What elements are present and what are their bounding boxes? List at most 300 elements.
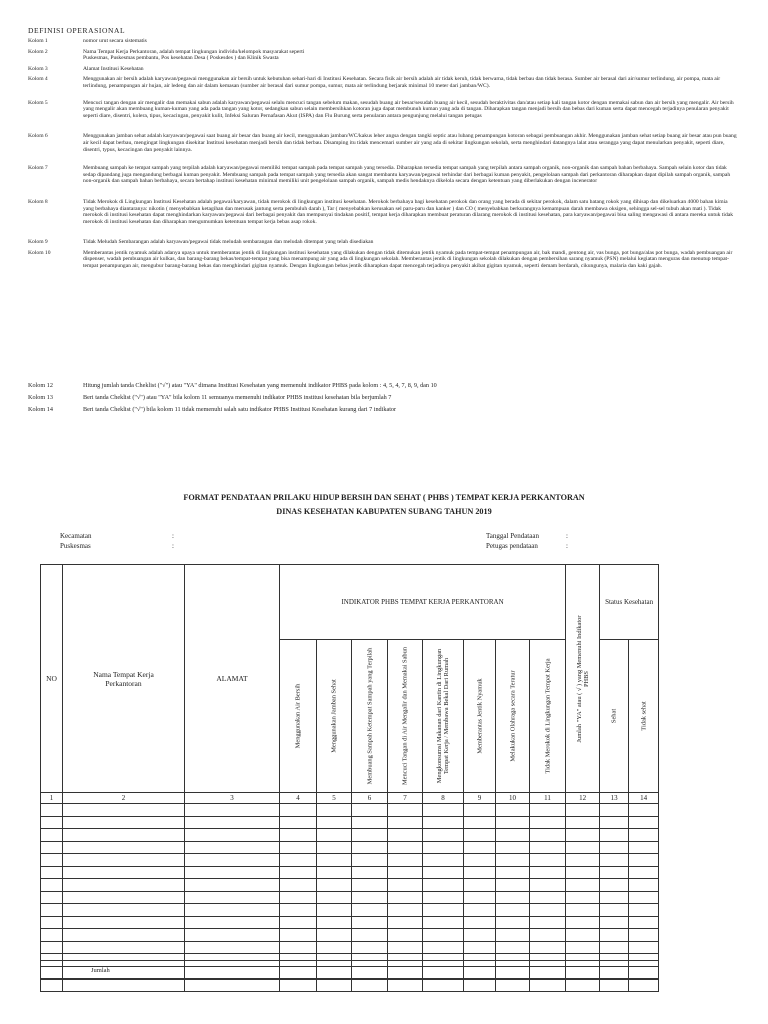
table-cell[interactable]	[280, 866, 317, 879]
definition-row	[28, 165, 738, 185]
table-cell[interactable]	[464, 829, 496, 842]
table-cell[interactable]	[464, 929, 496, 942]
table-cell[interactable]	[352, 841, 388, 854]
definition-text: Alamat Institusi Kesehatan	[83, 65, 144, 72]
table-cell[interactable]	[423, 866, 464, 879]
definition-key: Kolom 4	[28, 76, 48, 83]
table-cell[interactable]	[423, 841, 464, 854]
table-cell[interactable]	[423, 879, 464, 892]
table-cell[interactable]	[63, 941, 185, 954]
table-cell[interactable]	[317, 916, 352, 929]
table-cell[interactable]	[280, 979, 317, 992]
table-cell[interactable]	[280, 904, 317, 917]
table-cell[interactable]	[388, 904, 423, 917]
header-indikator: INDIKATOR PHBS TEMPAT KERJA PERKANTORAN	[280, 565, 566, 640]
table-cell[interactable]	[600, 941, 629, 954]
instruction-key: Kolom 14	[28, 406, 53, 413]
definition-key: Kolom 9	[28, 239, 48, 246]
table-cell[interactable]	[41, 879, 63, 892]
table-cell[interactable]	[63, 891, 185, 904]
definition-row	[28, 133, 738, 153]
sum-row	[41, 961, 659, 980]
definition-row	[28, 76, 738, 89]
sum-cell[interactable]	[566, 961, 600, 980]
table-cell[interactable]	[41, 904, 63, 917]
table-cell[interactable]	[317, 829, 352, 842]
table-cell[interactable]	[600, 854, 629, 867]
header-status: Status Kesehatan	[600, 565, 659, 640]
definitions-title: DEFINISI OPERASIONAL	[28, 26, 126, 35]
table-cell[interactable]	[388, 879, 423, 892]
definition-key: Kolom 5	[28, 99, 48, 106]
table-cell[interactable]	[41, 854, 63, 867]
table-cell[interactable]	[317, 904, 352, 917]
table-cell[interactable]	[566, 854, 600, 867]
column-number: 3	[185, 793, 280, 804]
table-cell[interactable]	[530, 929, 566, 942]
definition-row	[28, 199, 738, 225]
table-cell[interactable]	[566, 879, 600, 892]
indicator-col-header	[464, 640, 496, 793]
definition-text: Menggunakan air bersih adalah karyawan/pegawai menggunakan air bersih untuk kebutuhan sehari-hari di Institusi Kesehatan. Secara fisik air bersih adalah air tidak keruh, tidak berwarna, tidak berbau dan tidak berasa. Sumber air berasal dari air/sumur terlindung, air pompa, mata air terlindung, penampungan air hujan, air ledeng dan air dalam kemasan (sumber air berasal dari sumur pompa, sumur, mata air terlindung berjarak minimal 10 meter dari jamban/WC).	[83, 76, 721, 89]
table-cell[interactable]	[629, 866, 659, 879]
petugas-label: Petugas pendataan	[486, 542, 538, 550]
indicator-col-text: Membuang Sampah Ketempat Sampah yang Terpilah	[366, 647, 373, 785]
instruction-key: Kolom 12	[28, 382, 53, 389]
table-cell[interactable]	[464, 866, 496, 879]
table-row	[41, 929, 659, 942]
table-cell[interactable]	[464, 879, 496, 892]
definition-row	[28, 66, 738, 73]
table-cell[interactable]	[530, 879, 566, 892]
table-row	[41, 841, 659, 854]
table-cell[interactable]	[41, 941, 63, 954]
table-cell[interactable]	[629, 979, 659, 992]
form-title-line2: DINAS KESEHATAN KABUPATEN SUBANG TAHUN 2019	[276, 507, 492, 516]
table-cell[interactable]	[464, 904, 496, 917]
table-cell[interactable]	[41, 866, 63, 879]
table-cell[interactable]	[464, 941, 496, 954]
definition-key: Kolom 3	[28, 65, 48, 72]
header-jumlah-text: Jumlah "YA" atau ( √ ) yang Memenuhi Indikator PHBS	[575, 615, 590, 742]
table-cell[interactable]	[464, 804, 496, 817]
table-cell[interactable]	[185, 879, 280, 892]
sum-cell[interactable]	[629, 961, 659, 980]
definition-key: Kolom 8	[28, 198, 48, 205]
table-cell[interactable]	[566, 841, 600, 854]
table-cell[interactable]	[629, 804, 659, 817]
definition-row	[28, 239, 738, 246]
table-cell[interactable]	[41, 829, 63, 842]
table-cell[interactable]	[63, 829, 185, 842]
table-row	[41, 866, 659, 879]
puskesmas-colon: :	[172, 542, 174, 550]
table-cell[interactable]	[388, 929, 423, 942]
table-cell[interactable]	[566, 929, 600, 942]
table-cell[interactable]	[63, 879, 185, 892]
table-cell[interactable]	[629, 841, 659, 854]
sum-cell[interactable]	[185, 961, 280, 980]
indicator-col-text: Mencuci Tangan di Air Mengalir dan Memakai Sabun	[401, 646, 409, 786]
sum-cell[interactable]	[530, 961, 566, 980]
table-cell[interactable]	[352, 854, 388, 867]
table-cell[interactable]	[41, 916, 63, 929]
table-cell[interactable]	[423, 979, 464, 992]
table-cell[interactable]	[63, 866, 185, 879]
table-cell[interactable]	[496, 916, 530, 929]
table-cell[interactable]	[600, 841, 629, 854]
table-cell[interactable]	[600, 891, 629, 904]
table-cell[interactable]	[63, 979, 185, 992]
definition-key: Kolom 6	[28, 133, 48, 140]
table-cell[interactable]	[185, 916, 280, 929]
table-cell[interactable]	[352, 929, 388, 942]
status-col-text: Sehat	[610, 708, 618, 724]
definition-key: Kolom 7	[28, 165, 48, 172]
table-cell[interactable]	[496, 879, 530, 892]
column-number: 4	[280, 793, 317, 804]
table-cell[interactable]	[352, 829, 388, 842]
table-row	[41, 829, 659, 842]
table-cell[interactable]	[352, 941, 388, 954]
indicator-col-text: Menggunakan Air Bersih	[294, 683, 302, 749]
table-cell[interactable]	[352, 804, 388, 817]
table-cell[interactable]	[41, 891, 63, 904]
table-cell[interactable]	[496, 979, 530, 992]
indicator-col-header	[530, 640, 566, 793]
form-title-line1: FORMAT PENDATAAN PRILAKU HIDUP BERSIH DAN SEHAT ( PHBS ) TEMPAT KERJA PERKANTORAN	[183, 493, 585, 502]
status-col-text: Tidak sehat	[640, 701, 648, 731]
table-cell[interactable]	[464, 841, 496, 854]
table-cell[interactable]	[464, 979, 496, 992]
table-cell[interactable]	[600, 804, 629, 817]
table-cell[interactable]	[423, 916, 464, 929]
table-cell[interactable]	[317, 804, 352, 817]
column-number-row	[41, 793, 659, 804]
table-cell[interactable]	[600, 866, 629, 879]
definition-text: Membuang sampah ke tempat sampah yang terpilah adalah karyawan/pegawai memiliki tempat sampah pada tempat sampah yang tersedia. Diharapkan tersedia tempat sampah yang terpilah antara sampah organik, non-organik dan sampah bahan berbahaya. Sampah selain kotor dan tidak sedap dipandang juga mengandung berbagai kuman penyakit. Membuang sampah pada tempat sampah yang tersedia akan sangat membantu karyawan/pegawai terhindar dari berbagai kuman penyakit, pengelolaan sampah dari perkantoran diharapkan dapat dipilah sampah organik, sampah non-organik dan sampah bahan berbahaya, secara bertahap institusi kesehatan minimal memiliki unit pengelolaan sampah organik, sampah medis hendaknya dikelola secara dengan ketentuan yang diberlakukan dengan incenerator	[83, 165, 731, 185]
tanggal-colon: :	[566, 532, 568, 540]
table-cell[interactable]	[464, 854, 496, 867]
table-cell[interactable]	[63, 804, 185, 817]
definition-key: Kolom 2	[28, 48, 48, 55]
table-cell[interactable]	[352, 866, 388, 879]
table-cell[interactable]	[352, 879, 388, 892]
table-row	[41, 891, 659, 904]
table-cell[interactable]	[388, 816, 423, 829]
table-cell[interactable]	[530, 979, 566, 992]
table-cell[interactable]	[423, 854, 464, 867]
table-cell[interactable]	[600, 816, 629, 829]
sum-cell[interactable]	[600, 961, 629, 980]
sum-label: Jumlah	[41, 961, 185, 980]
table-cell[interactable]	[185, 891, 280, 904]
column-number: 5	[317, 793, 352, 804]
table-cell[interactable]	[388, 804, 423, 817]
table-cell[interactable]	[629, 916, 659, 929]
table-cell[interactable]	[530, 916, 566, 929]
column-number: 10	[496, 793, 530, 804]
table-cell[interactable]	[63, 816, 185, 829]
column-number: 11	[530, 793, 566, 804]
definition-text: Tidak Meludah Sembarangan adalah karyawan/pegawai tidak meludah sembarangan dan meludah ditempat yang telah disediakan	[83, 239, 374, 246]
table-cell[interactable]	[600, 916, 629, 929]
table-row	[41, 916, 659, 929]
table-cell[interactable]	[423, 804, 464, 817]
table-cell[interactable]	[317, 841, 352, 854]
phbs-table	[40, 564, 659, 992]
table-cell[interactable]	[41, 816, 63, 829]
table-cell[interactable]	[317, 979, 352, 992]
status-col-header	[600, 640, 629, 793]
table-cell[interactable]	[352, 916, 388, 929]
column-number: 14	[629, 793, 659, 804]
instruction-row	[28, 392, 738, 404]
table-cell[interactable]	[280, 804, 317, 817]
table-cell[interactable]	[566, 866, 600, 879]
table-cell[interactable]	[496, 816, 530, 829]
table-cell[interactable]	[629, 879, 659, 892]
table-cell[interactable]	[185, 979, 280, 992]
table-cell[interactable]	[41, 841, 63, 854]
table-cell[interactable]	[530, 804, 566, 817]
table-cell[interactable]	[530, 854, 566, 867]
column-number: 2	[63, 793, 185, 804]
table-cell[interactable]	[629, 929, 659, 942]
table-cell[interactable]	[280, 829, 317, 842]
sum-cell[interactable]	[496, 961, 530, 980]
table-cell[interactable]	[388, 841, 423, 854]
table-cell[interactable]	[317, 854, 352, 867]
indicator-col-text: Melakukan Olahraga secara Teratur	[509, 670, 516, 762]
table-cell[interactable]	[280, 854, 317, 867]
sum-cell[interactable]	[464, 961, 496, 980]
table-cell[interactable]	[629, 829, 659, 842]
indicator-col-header	[496, 640, 530, 793]
indicator-col-header	[388, 640, 423, 793]
table-cell[interactable]	[496, 891, 530, 904]
table-cell[interactable]	[317, 891, 352, 904]
table-row	[41, 941, 659, 954]
table-cell[interactable]	[317, 879, 352, 892]
table-cell[interactable]	[388, 891, 423, 904]
table-cell[interactable]	[600, 979, 629, 992]
indicator-col-text: Menggunakan Jamban Sehat	[330, 679, 338, 753]
indicator-col-header	[280, 640, 317, 793]
sum-cell[interactable]	[423, 961, 464, 980]
table-cell[interactable]	[496, 804, 530, 817]
table-cell[interactable]	[566, 916, 600, 929]
indicator-col-text: Mengkonsumsi Makanan dari Kantin di Lingkungan Tempat Kerja / Membawa Bekal Dari Rumah	[436, 648, 450, 784]
table-cell[interactable]	[530, 904, 566, 917]
instruction-text: Beri tanda Cheklist ("√") atau "YA" bila kolom 11 semuanya memenuhi indikator PHBS institusi kesehatan bila berjumlah 7	[83, 394, 392, 401]
sum-cell[interactable]	[352, 961, 388, 980]
definitions-section	[28, 26, 738, 270]
table-cell[interactable]	[496, 929, 530, 942]
table-cell[interactable]	[496, 904, 530, 917]
table-cell[interactable]	[41, 929, 63, 942]
sum-table	[40, 960, 659, 980]
table-row	[41, 904, 659, 917]
definition-text: Menggunakan jamban sehat adalah karyawan/pegawai saat buang air besar dan buang air kecil, menggunakan jamban/WC/kakus leher angsa dengan tangki septic atau lubang penampungan kotoran sebagai pembuangan akhir. Menggunakan jamban sehat setiap buang air besar atau pun buang air kecil dapat berbau, mengingat lingkungan disekitar Institusi kesehatan menjadi bersih dan tidak berbau. Disamping itu tidak mencemari sumber air yang ada di sekitar lingkungan sekolah, serta menghindari datangnya lalat atau serangga yang dapat menularkan penyakit, seperti diare, disentri, typus, kecacingan dan penyakit lainnya.	[83, 133, 737, 153]
indicator-col-header	[317, 640, 352, 793]
table-cell[interactable]	[629, 904, 659, 917]
definition-row	[28, 38, 738, 45]
table-cell[interactable]	[185, 804, 280, 817]
table-cell[interactable]	[280, 891, 317, 904]
table-cell[interactable]	[185, 904, 280, 917]
table-cell[interactable]	[41, 804, 63, 817]
table-cell[interactable]	[629, 816, 659, 829]
column-number: 13	[600, 793, 629, 804]
table-cell[interactable]	[600, 929, 629, 942]
column-number: 1	[41, 793, 63, 804]
table-cell[interactable]	[530, 891, 566, 904]
table-cell[interactable]	[63, 841, 185, 854]
instruction-text: Beri tanda Cheklist ("√") bila kolom 11 tidak memenuhi salah satu indikator PHBS Institusi Kesehatan kurang dari 7 indikator	[83, 406, 397, 413]
table-cell[interactable]	[464, 891, 496, 904]
header-alamat: ALAMAT	[185, 565, 280, 793]
table-cell[interactable]	[423, 891, 464, 904]
sum-cell[interactable]	[388, 961, 423, 980]
definition-text: nomor urut secara sistematis	[83, 38, 147, 44]
table-cell[interactable]	[566, 816, 600, 829]
definition-text: Puskesmas, Puskesmas pembantu, Pos kesehatan Desa ( Poskesdes ) dan Klinik Swasta	[83, 55, 279, 62]
table-cell[interactable]	[566, 904, 600, 917]
table-cell[interactable]	[317, 929, 352, 942]
table-row	[41, 804, 659, 817]
puskesmas-label: Puskesmas	[60, 542, 91, 550]
indicator-col-header	[352, 640, 388, 793]
table-cell[interactable]	[352, 816, 388, 829]
table-cell[interactable]	[280, 841, 317, 854]
table-cell[interactable]	[600, 879, 629, 892]
table-cell[interactable]	[496, 841, 530, 854]
definition-text: Nama Tempat Kerja Perkantoran, adalah tempat lingkungan individu/kelompok masyarakat seperti	[83, 48, 305, 55]
table-cell[interactable]	[185, 941, 280, 954]
table-cell[interactable]	[185, 854, 280, 867]
table-cell[interactable]	[566, 804, 600, 817]
definition-key: Kolom 10	[28, 249, 51, 256]
definitions-bottom-list	[28, 380, 738, 416]
table-cell[interactable]	[185, 866, 280, 879]
table-cell[interactable]	[530, 829, 566, 842]
table-cell[interactable]	[352, 979, 388, 992]
table-cell[interactable]	[280, 879, 317, 892]
table-cell[interactable]	[63, 904, 185, 917]
table-cell[interactable]	[629, 854, 659, 867]
table-cell[interactable]	[280, 816, 317, 829]
table-cell[interactable]	[352, 891, 388, 904]
table-cell[interactable]	[317, 816, 352, 829]
table-cell[interactable]	[423, 816, 464, 829]
instruction-key: Kolom 13	[28, 394, 53, 401]
definition-text: Memberantas jentik nyamuk adalah adanya upaya untuk memberantas jentik di lingkungan institusi kesehatan yang dilakukan dengan tidak ditemukan jentik nyamuk pada tempat-tempat penampungan air, bak mandi, gentong air, vas bunga, pot bunga/alas pot bunga, wadah pembuangan air dispenser, wadah pembuangan air kulkas, dan barang-barang bekas/tempat-tempat yang bisa menampung air yang ada di lingkungan sekolah. Memberantas jentik di lingkungan sekolah dilakukan dengan pembersihan sarang nyamuk (PSN) melalui kegiatan menguras dan menutup tempat-tempat penampungan air, mengubur barang-barang bekas dan menghindari gigitan nyamuk. Dengan lingkungan bebas jentik diharapkan dapat mencegah terjadinya penyakit akibat gigitan nyamuk, seperti demam berdarah, cikungunya, malaria dan kaki gajah.	[83, 249, 733, 270]
sum-cell[interactable]	[317, 961, 352, 980]
kecamatan-label: Kecamatan	[60, 532, 92, 540]
table-cell[interactable]	[185, 841, 280, 854]
table-cell[interactable]	[280, 929, 317, 942]
table-cell[interactable]	[496, 829, 530, 842]
table-cell[interactable]	[566, 941, 600, 954]
tanggal-label: Tanggal Pendataan	[486, 532, 539, 540]
table-cell[interactable]	[566, 829, 600, 842]
table-cell[interactable]	[530, 941, 566, 954]
table-cell[interactable]	[185, 816, 280, 829]
definition-row	[28, 100, 738, 120]
column-number: 6	[352, 793, 388, 804]
definition-key	[28, 55, 83, 62]
definition-text: Tidak Merokok di Lingkungan Institusi Kesehatan adalah pegawai/karyawan, tidak merokok di lingkungan institusi kesehatan. Merokok berbahaya bagi kesehatan perokok dan orang yang berada di sekitar perokok, dalam satu batang rokok yang dihisap dan dikeluarkan 4000 bahan kimia yang berbahaya diantaranya: nikotin ( menyebabkan ketagihan dan merusak jantung serta pembuluh darah ), Tar ( menyebabkan kerusakan sel paru-paru dan kanker ) dan CO ( menyebabkan berkurangnya kemampuan darah membawa oksigen, sehingga sel-sel tubuh akan mati ). Tidak merokok di institusi kesehatan dapat menghindarkan karyawan/pegawai dari berbagai penyakit dan mempunyai tindakan positif, tempat kerja diharapkan membuat peraturan dilarang merokok di institusi kesehatan, para karyawan/pegawai bisa saling mengawasi di antara mereka untuk tidak merokok di institusi kesehatan dan diharapkan mengumumkan ketentuan tempat kerja bebas asap rokok.	[83, 198, 734, 225]
table-cell[interactable]	[317, 941, 352, 954]
header-no: NO	[41, 565, 63, 793]
table-cell[interactable]	[530, 866, 566, 879]
table-cell[interactable]	[185, 929, 280, 942]
status-col-header	[629, 640, 659, 793]
table-cell[interactable]	[566, 891, 600, 904]
table-cell[interactable]	[530, 841, 566, 854]
table-cell[interactable]	[388, 854, 423, 867]
table-cell[interactable]	[280, 941, 317, 954]
column-number: 8	[423, 793, 464, 804]
table-cell[interactable]	[600, 829, 629, 842]
instruction-text: Hitung jumlah tanda Cheklist ("√") atau "YA" dimana Institusi Kesehatan yang memenuhi indikator PHBS pada kolom : 4, 5, 4, 7, 8, 9, dan 10	[83, 382, 437, 389]
table-cell[interactable]	[423, 929, 464, 942]
table-cell[interactable]	[388, 916, 423, 929]
table-row	[41, 979, 659, 992]
table-cell[interactable]	[388, 866, 423, 879]
table-cell[interactable]	[63, 854, 185, 867]
table-cell[interactable]	[352, 904, 388, 917]
table-cell[interactable]	[423, 829, 464, 842]
table-cell[interactable]	[63, 929, 185, 942]
table-cell[interactable]	[185, 829, 280, 842]
petugas-colon: :	[566, 542, 568, 550]
table-cell[interactable]	[423, 941, 464, 954]
column-number: 7	[388, 793, 423, 804]
table-cell[interactable]	[629, 941, 659, 954]
table-cell[interactable]	[566, 979, 600, 992]
table-cell[interactable]	[423, 904, 464, 917]
table-row	[41, 816, 659, 829]
table-cell[interactable]	[317, 866, 352, 879]
sum-cell[interactable]	[280, 961, 317, 980]
table-cell[interactable]	[600, 904, 629, 917]
indicator-col-text: Memberantas Jentik Nyamuk	[476, 678, 483, 754]
table-cell[interactable]	[388, 941, 423, 954]
table-cell[interactable]	[63, 916, 185, 929]
header-nama: Nama Tempat Kerja Perkantoran	[63, 565, 185, 793]
table-cell[interactable]	[496, 866, 530, 879]
table-cell[interactable]	[464, 816, 496, 829]
instruction-row	[28, 380, 738, 392]
table-cell[interactable]	[530, 816, 566, 829]
table-cell[interactable]	[388, 829, 423, 842]
column-number: 12	[566, 793, 600, 804]
table-cell[interactable]	[464, 916, 496, 929]
table-cell[interactable]	[496, 941, 530, 954]
kecamatan-colon: :	[172, 532, 174, 540]
table-cell[interactable]	[41, 979, 63, 992]
table-cell[interactable]	[280, 916, 317, 929]
table-cell[interactable]	[629, 891, 659, 904]
table-cell[interactable]	[496, 854, 530, 867]
table-cell[interactable]	[388, 979, 423, 992]
instruction-row	[28, 404, 738, 416]
definitions-list	[28, 38, 738, 270]
indicator-col-text: Tidak Merokok di Lingkungan Tempat Kerja	[544, 658, 552, 774]
indicator-col-header	[423, 640, 464, 793]
